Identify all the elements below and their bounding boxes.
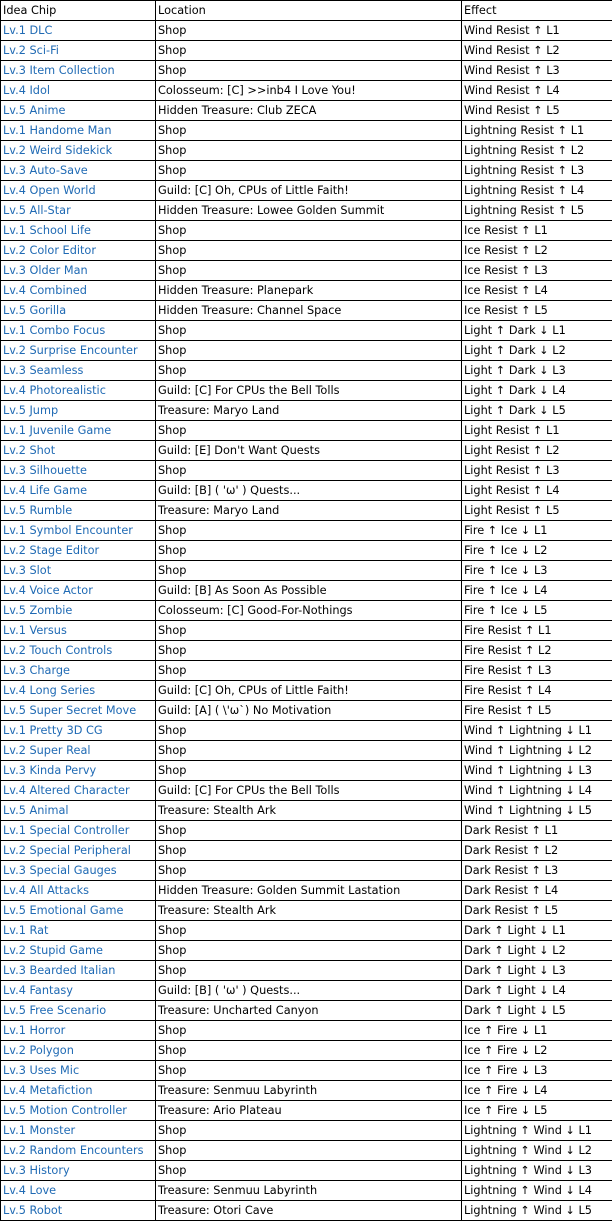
effect-cell: Ice Resist ↑ L2 xyxy=(462,241,612,261)
effect-cell: Wind ↑ Lightning ↓ L1 xyxy=(462,721,612,741)
idea-chip-cell: Lv.3 Uses Mic xyxy=(1,1061,156,1081)
idea-chip-cell: Lv.3 Older Man xyxy=(1,261,156,281)
location-cell: Shop xyxy=(156,861,462,881)
location-cell: Guild: [C] Oh, CPUs of Little Faith! xyxy=(156,181,462,201)
location-cell: Shop xyxy=(156,721,462,741)
effect-cell: Ice Resist ↑ L3 xyxy=(462,261,612,281)
table-row xyxy=(1,381,612,401)
location-cell: Shop xyxy=(156,341,462,361)
idea-chip-cell: Lv.4 Open World xyxy=(1,181,156,201)
location-cell: Guild: [A] ( \'ω`) No Motivation xyxy=(156,701,462,721)
idea-chip-cell: Lv.4 All Attacks xyxy=(1,881,156,901)
idea-chip-cell: Lv.1 Monster xyxy=(1,1121,156,1141)
effect-cell: Dark Resist ↑ L2 xyxy=(462,841,612,861)
location-cell: Treasure: Uncharted Canyon xyxy=(156,1001,462,1021)
effect-cell: Dark Resist ↑ L4 xyxy=(462,881,612,901)
idea-chip-cell: Lv.2 Special Peripheral xyxy=(1,841,156,861)
effect-cell: Dark Resist ↑ L1 xyxy=(462,821,612,841)
table-row xyxy=(1,261,612,281)
effect-cell: Fire Resist ↑ L5 xyxy=(462,701,612,721)
effect-cell: Wind ↑ Lightning ↓ L5 xyxy=(462,801,612,821)
location-cell: Treasure: Maryo Land xyxy=(156,501,462,521)
effect-cell: Fire Resist ↑ L4 xyxy=(462,681,612,701)
idea-chip-cell: Lv.4 Idol xyxy=(1,81,156,101)
effect-cell: Light ↑ Dark ↓ L5 xyxy=(462,401,612,421)
column-header-idea-chip: Idea Chip xyxy=(1,1,156,21)
table-row xyxy=(1,121,612,141)
idea-chip-cell: Lv.3 Silhouette xyxy=(1,461,156,481)
effect-cell: Dark ↑ Light ↓ L2 xyxy=(462,941,612,961)
idea-chip-cell: Lv.5 All-Star xyxy=(1,201,156,221)
location-cell: Shop xyxy=(156,321,462,341)
location-cell: Shop xyxy=(156,121,462,141)
table-row xyxy=(1,141,612,161)
idea-chip-cell: Lv.1 Symbol Encounter xyxy=(1,521,156,541)
table-row xyxy=(1,521,612,541)
location-cell: Shop xyxy=(156,61,462,81)
idea-chip-cell: Lv.4 Fantasy xyxy=(1,981,156,1001)
effect-cell: Wind Resist ↑ L3 xyxy=(462,61,612,81)
idea-chip-cell: Lv.4 Voice Actor xyxy=(1,581,156,601)
table-row xyxy=(1,601,612,621)
effect-cell: Light Resist ↑ L1 xyxy=(462,421,612,441)
table-row xyxy=(1,1181,612,1201)
effect-cell: Lightning ↑ Wind ↓ L5 xyxy=(462,1201,612,1221)
idea-chip-cell: Lv.4 Altered Character xyxy=(1,781,156,801)
location-cell: Shop xyxy=(156,161,462,181)
table-row xyxy=(1,801,612,821)
idea-chip-cell: Lv.3 Special Gauges xyxy=(1,861,156,881)
table-row xyxy=(1,641,612,661)
table-row xyxy=(1,61,612,81)
table-row xyxy=(1,241,612,261)
table-row xyxy=(1,81,612,101)
location-cell: Treasure: Maryo Land xyxy=(156,401,462,421)
idea-chip-cell: Lv.2 Color Editor xyxy=(1,241,156,261)
location-cell: Shop xyxy=(156,521,462,541)
location-cell: Shop xyxy=(156,1141,462,1161)
table-row xyxy=(1,201,612,221)
effect-cell: Light Resist ↑ L2 xyxy=(462,441,612,461)
effect-cell: Light ↑ Dark ↓ L4 xyxy=(462,381,612,401)
effect-cell: Fire ↑ Ice ↓ L2 xyxy=(462,541,612,561)
location-cell: Shop xyxy=(156,961,462,981)
effect-cell: Light Resist ↑ L4 xyxy=(462,481,612,501)
effect-cell: Ice Resist ↑ L4 xyxy=(462,281,612,301)
effect-cell: Fire Resist ↑ L3 xyxy=(462,661,612,681)
location-cell: Treasure: Stealth Ark xyxy=(156,901,462,921)
effect-cell: Lightning ↑ Wind ↓ L3 xyxy=(462,1161,612,1181)
table-row xyxy=(1,741,612,761)
table-row xyxy=(1,861,612,881)
idea-chip-cell: Lv.2 Surprise Encounter xyxy=(1,341,156,361)
location-cell: Treasure: Stealth Ark xyxy=(156,801,462,821)
effect-cell: Light ↑ Dark ↓ L1 xyxy=(462,321,612,341)
table-row xyxy=(1,621,612,641)
effect-cell: Lightning Resist ↑ L4 xyxy=(462,181,612,201)
location-cell: Treasure: Ario Plateau xyxy=(156,1101,462,1121)
table-row xyxy=(1,1201,612,1221)
idea-chip-cell: Lv.1 Versus xyxy=(1,621,156,641)
location-cell: Hidden Treasure: Channel Space xyxy=(156,301,462,321)
idea-chip-cell: Lv.1 Combo Focus xyxy=(1,321,156,341)
table-row xyxy=(1,881,612,901)
table-row xyxy=(1,1081,612,1101)
idea-chip-cell: Lv.2 Stupid Game xyxy=(1,941,156,961)
table-row xyxy=(1,441,612,461)
table-row xyxy=(1,301,612,321)
idea-chip-cell: Lv.2 Weird Sidekick xyxy=(1,141,156,161)
table-row xyxy=(1,361,612,381)
table-row xyxy=(1,401,612,421)
idea-chip-cell: Lv.3 Bearded Italian xyxy=(1,961,156,981)
location-cell: Colosseum: [C] Good-For-Nothings xyxy=(156,601,462,621)
location-cell: Guild: [E] Don't Want Quests xyxy=(156,441,462,461)
location-cell: Guild: [B] As Soon As Possible xyxy=(156,581,462,601)
location-cell: Shop xyxy=(156,141,462,161)
location-cell: Shop xyxy=(156,41,462,61)
table-row xyxy=(1,1001,612,1021)
location-cell: Treasure: Otori Cave xyxy=(156,1201,462,1221)
table-row xyxy=(1,941,612,961)
effect-cell: Ice ↑ Fire ↓ L4 xyxy=(462,1081,612,1101)
effect-cell: Ice Resist ↑ L5 xyxy=(462,301,612,321)
idea-chip-cell: Lv.2 Polygon xyxy=(1,1041,156,1061)
idea-chip-cell: Lv.3 Seamless xyxy=(1,361,156,381)
table-row xyxy=(1,581,612,601)
table-row xyxy=(1,1161,612,1181)
table-row xyxy=(1,481,612,501)
idea-chip-cell: Lv.5 Animal xyxy=(1,801,156,821)
effect-cell: Wind ↑ Lightning ↓ L4 xyxy=(462,781,612,801)
effect-cell: Lightning Resist ↑ L2 xyxy=(462,141,612,161)
idea-chip-cell: Lv.3 Charge xyxy=(1,661,156,681)
idea-chip-cell: Lv.2 Sci-Fi xyxy=(1,41,156,61)
idea-chip-cell: Lv.5 Super Secret Move xyxy=(1,701,156,721)
idea-chip-cell: Lv.2 Touch Controls xyxy=(1,641,156,661)
location-cell: Shop xyxy=(156,941,462,961)
effect-cell: Fire ↑ Ice ↓ L1 xyxy=(462,521,612,541)
effect-cell: Lightning ↑ Wind ↓ L1 xyxy=(462,1121,612,1141)
effect-cell: Lightning Resist ↑ L3 xyxy=(462,161,612,181)
idea-chip-cell: Lv.3 Item Collection xyxy=(1,61,156,81)
effect-cell: Light ↑ Dark ↓ L3 xyxy=(462,361,612,381)
table-row xyxy=(1,101,612,121)
effect-cell: Lightning Resist ↑ L1 xyxy=(462,121,612,141)
table-row xyxy=(1,1121,612,1141)
idea-chip-cell: Lv.5 Anime xyxy=(1,101,156,121)
idea-chip-cell: Lv.5 Gorilla xyxy=(1,301,156,321)
table-row xyxy=(1,421,612,441)
effect-cell: Wind Resist ↑ L4 xyxy=(462,81,612,101)
idea-chip-cell: Lv.5 Jump xyxy=(1,401,156,421)
table-body xyxy=(1,21,612,1221)
effect-cell: Light Resist ↑ L5 xyxy=(462,501,612,521)
location-cell: Treasure: Senmuu Labyrinth xyxy=(156,1081,462,1101)
location-cell: Shop xyxy=(156,1161,462,1181)
location-cell: Shop xyxy=(156,1041,462,1061)
effect-cell: Dark Resist ↑ L5 xyxy=(462,901,612,921)
location-cell: Shop xyxy=(156,621,462,641)
location-cell: Shop xyxy=(156,541,462,561)
idea-chip-cell: Lv.5 Motion Controller xyxy=(1,1101,156,1121)
location-cell: Shop xyxy=(156,1121,462,1141)
effect-cell: Ice ↑ Fire ↓ L2 xyxy=(462,1041,612,1061)
effect-cell: Wind Resist ↑ L2 xyxy=(462,41,612,61)
idea-chip-cell: Lv.3 Kinda Pervy xyxy=(1,761,156,781)
table-row xyxy=(1,501,612,521)
location-cell: Hidden Treasure: Lowee Golden Summit xyxy=(156,201,462,221)
table-row xyxy=(1,1021,612,1041)
table-row xyxy=(1,341,612,361)
idea-chip-cell: Lv.2 Random Encounters xyxy=(1,1141,156,1161)
location-cell: Shop xyxy=(156,1061,462,1081)
effect-cell: Ice ↑ Fire ↓ L5 xyxy=(462,1101,612,1121)
table-row xyxy=(1,21,612,41)
location-cell: Shop xyxy=(156,661,462,681)
effect-cell: Fire Resist ↑ L1 xyxy=(462,621,612,641)
table-row xyxy=(1,701,612,721)
location-cell: Shop xyxy=(156,641,462,661)
location-cell: Shop xyxy=(156,421,462,441)
table-row xyxy=(1,1101,612,1121)
location-cell: Shop xyxy=(156,741,462,761)
idea-chip-cell: Lv.4 Long Series xyxy=(1,681,156,701)
idea-chip-cell: Lv.4 Life Game xyxy=(1,481,156,501)
idea-chip-cell: Lv.3 Auto-Save xyxy=(1,161,156,181)
idea-chip-cell: Lv.1 Handome Man xyxy=(1,121,156,141)
idea-chip-cell: Lv.2 Super Real xyxy=(1,741,156,761)
effect-cell: Lightning ↑ Wind ↓ L2 xyxy=(462,1141,612,1161)
effect-cell: Ice ↑ Fire ↓ L1 xyxy=(462,1021,612,1041)
effect-cell: Wind ↑ Lightning ↓ L3 xyxy=(462,761,612,781)
table-row xyxy=(1,761,612,781)
location-cell: Shop xyxy=(156,561,462,581)
location-cell: Hidden Treasure: Golden Summit Lastation xyxy=(156,881,462,901)
location-cell: Shop xyxy=(156,821,462,841)
idea-chip-cell: Lv.1 School Life xyxy=(1,221,156,241)
effect-cell: Lightning ↑ Wind ↓ L4 xyxy=(462,1181,612,1201)
effect-cell: Dark ↑ Light ↓ L5 xyxy=(462,1001,612,1021)
table-row xyxy=(1,1061,612,1081)
idea-chip-cell: Lv.5 Emotional Game xyxy=(1,901,156,921)
location-cell: Shop xyxy=(156,1021,462,1041)
effect-cell: Ice ↑ Fire ↓ L3 xyxy=(462,1061,612,1081)
location-cell: Guild: [C] For CPUs the Bell Tolls xyxy=(156,381,462,401)
column-header-effect: Effect xyxy=(462,1,612,21)
table-row xyxy=(1,1141,612,1161)
idea-chip-cell: Lv.5 Free Scenario xyxy=(1,1001,156,1021)
table-row xyxy=(1,781,612,801)
location-cell: Shop xyxy=(156,361,462,381)
table-row xyxy=(1,821,612,841)
column-header-location: Location xyxy=(156,1,462,21)
effect-cell: Wind ↑ Lightning ↓ L2 xyxy=(462,741,612,761)
effect-cell: Dark Resist ↑ L3 xyxy=(462,861,612,881)
location-cell: Shop xyxy=(156,461,462,481)
table-row xyxy=(1,841,612,861)
table-row xyxy=(1,561,612,581)
idea-chip-cell: Lv.4 Photorealistic xyxy=(1,381,156,401)
table-row xyxy=(1,1041,612,1061)
effect-cell: Fire Resist ↑ L2 xyxy=(462,641,612,661)
table-row xyxy=(1,281,612,301)
idea-chip-cell: Lv.5 Zombie xyxy=(1,601,156,621)
location-cell: Colosseum: [C] >>inb4 I Love You! xyxy=(156,81,462,101)
effect-cell: Fire ↑ Ice ↓ L3 xyxy=(462,561,612,581)
location-cell: Shop xyxy=(156,221,462,241)
idea-chip-cell: Lv.3 History xyxy=(1,1161,156,1181)
location-cell: Hidden Treasure: Club ZECA xyxy=(156,101,462,121)
location-cell: Shop xyxy=(156,21,462,41)
idea-chip-cell: Lv.1 DLC xyxy=(1,21,156,41)
table-row xyxy=(1,961,612,981)
table-row xyxy=(1,921,612,941)
table-row xyxy=(1,321,612,341)
table-row xyxy=(1,681,612,701)
idea-chip-cell: Lv.3 Slot xyxy=(1,561,156,581)
effect-cell: Fire ↑ Ice ↓ L5 xyxy=(462,601,612,621)
idea-chip-cell: Lv.2 Stage Editor xyxy=(1,541,156,561)
location-cell: Guild: [C] Oh, CPUs of Little Faith! xyxy=(156,681,462,701)
table-row xyxy=(1,901,612,921)
table-row xyxy=(1,41,612,61)
location-cell: Shop xyxy=(156,761,462,781)
location-cell: Guild: [B] ( 'ω' ) Quests... xyxy=(156,981,462,1001)
idea-chip-cell: Lv.4 Metafiction xyxy=(1,1081,156,1101)
idea-chip-cell: Lv.1 Pretty 3D CG xyxy=(1,721,156,741)
effect-cell: Dark ↑ Light ↓ L3 xyxy=(462,961,612,981)
location-cell: Treasure: Senmuu Labyrinth xyxy=(156,1181,462,1201)
effect-cell: Light Resist ↑ L3 xyxy=(462,461,612,481)
header-row xyxy=(1,1,612,21)
location-cell: Shop xyxy=(156,841,462,861)
effect-cell: Ice Resist ↑ L1 xyxy=(462,221,612,241)
table-row xyxy=(1,981,612,1001)
table-row xyxy=(1,181,612,201)
location-cell: Shop xyxy=(156,921,462,941)
table-row xyxy=(1,161,612,181)
idea-chip-cell: Lv.1 Horror xyxy=(1,1021,156,1041)
table-row xyxy=(1,541,612,561)
idea-chip-cell: Lv.5 Robot xyxy=(1,1201,156,1221)
effect-cell: Wind Resist ↑ L5 xyxy=(462,101,612,121)
idea-chip-cell: Lv.2 Shot xyxy=(1,441,156,461)
table-row xyxy=(1,221,612,241)
table-row xyxy=(1,661,612,681)
location-cell: Shop xyxy=(156,261,462,281)
location-cell: Guild: [C] For CPUs the Bell Tolls xyxy=(156,781,462,801)
effect-cell: Fire ↑ Ice ↓ L4 xyxy=(462,581,612,601)
location-cell: Hidden Treasure: Planepark xyxy=(156,281,462,301)
effect-cell: Light ↑ Dark ↓ L2 xyxy=(462,341,612,361)
effect-cell: Wind Resist ↑ L1 xyxy=(462,21,612,41)
location-cell: Guild: [B] ( 'ω' ) Quests... xyxy=(156,481,462,501)
location-cell: Shop xyxy=(156,241,462,261)
table-row xyxy=(1,721,612,741)
effect-cell: Dark ↑ Light ↓ L1 xyxy=(462,921,612,941)
idea-chip-cell: Lv.1 Rat xyxy=(1,921,156,941)
idea-chip-cell: Lv.1 Juvenile Game xyxy=(1,421,156,441)
effect-cell: Dark ↑ Light ↓ L4 xyxy=(462,981,612,1001)
idea-chip-cell: Lv.4 Love xyxy=(1,1181,156,1201)
idea-chip-cell: Lv.4 Combined xyxy=(1,281,156,301)
idea-chip-cell: Lv.1 Special Controller xyxy=(1,821,156,841)
table-row xyxy=(1,461,612,481)
effect-cell: Lightning Resist ↑ L5 xyxy=(462,201,612,221)
idea-chip-cell: Lv.5 Rumble xyxy=(1,501,156,521)
